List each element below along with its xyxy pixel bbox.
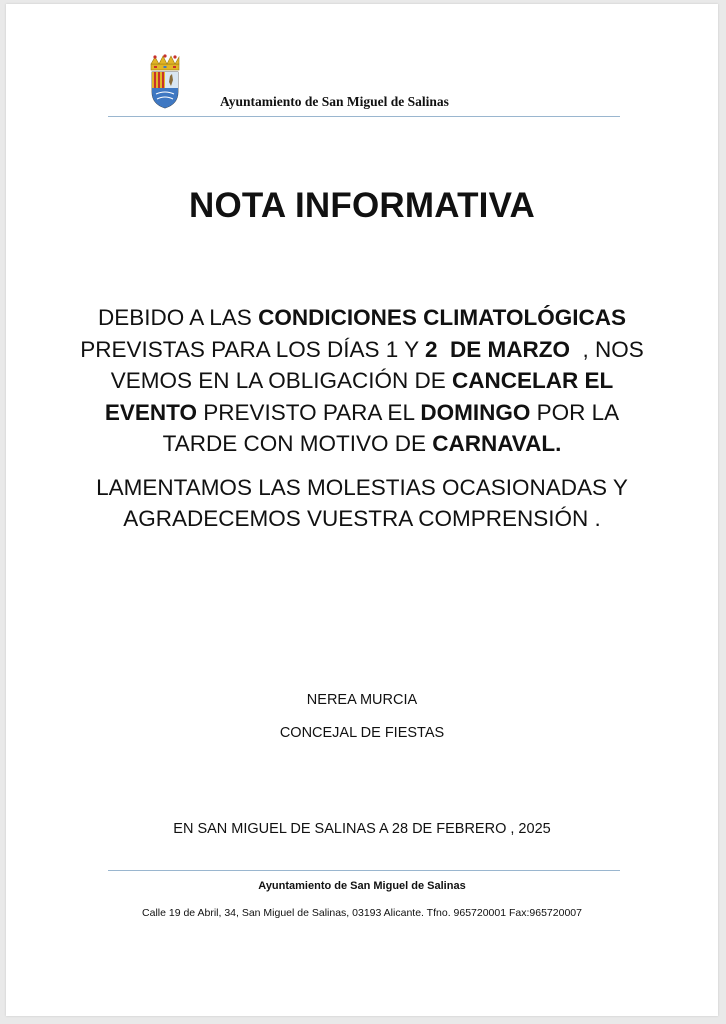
footer-address: Calle 19 de Abril, 34, San Miguel de Salinas, 03193 Alicante. Tfno. 965720001 Fax:965720007 <box>142 907 582 919</box>
notice-emphasis: CARNAVAL. <box>432 431 562 456</box>
notice-text: DEBIDO A LAS <box>98 305 259 330</box>
notice-text: , NOS VEMOS EN LA OBLIGACIÓN DE <box>110 336 651 393</box>
footer-organization-name: Ayuntamiento de San Miguel de Salinas <box>258 880 466 892</box>
notice-text: PREVISTO PARA EL <box>196 399 421 425</box>
header-divider <box>108 116 620 117</box>
notice-emphasis: CANCELAR EL EVENTO <box>104 368 620 425</box>
notice-paragraph-apology: LAMENTAMOS LAS MOLESTIAS OCASIONADAS Y AGRADECEMOS VUESTRA COMPRENSIÓN . <box>96 474 628 531</box>
signatory-position: CONCEJAL DE FIESTAS <box>279 725 445 741</box>
notice-emphasis: 2 DE MARZO <box>424 336 570 362</box>
header-organization-name: Ayuntamiento de San Miguel de Salinas <box>220 94 449 109</box>
notice-emphasis: DOMINGO <box>420 399 531 425</box>
footer-divider <box>108 870 620 871</box>
document-header <box>6 4 718 124</box>
document-title: NOTA INFORMATIVA <box>188 186 536 225</box>
document-page <box>6 4 718 1016</box>
notice-body <box>66 302 658 535</box>
notice-paragraph-main <box>66 302 658 460</box>
notice-text: POR LA TARDE CON MOTIVO DE <box>162 399 626 456</box>
municipal-crest-icon <box>148 54 182 110</box>
notice-text: PREVISTAS PARA LOS DÍAS 1 Y <box>80 305 633 362</box>
date-line: EN SAN MIGUEL DE SALINAS A 28 DE FEBRERO , 2025 <box>173 821 551 837</box>
signatory-name: NEREA MURCIA <box>306 692 418 708</box>
notice-emphasis: CONDICIONES CLIMATOLÓGICAS <box>258 305 626 330</box>
